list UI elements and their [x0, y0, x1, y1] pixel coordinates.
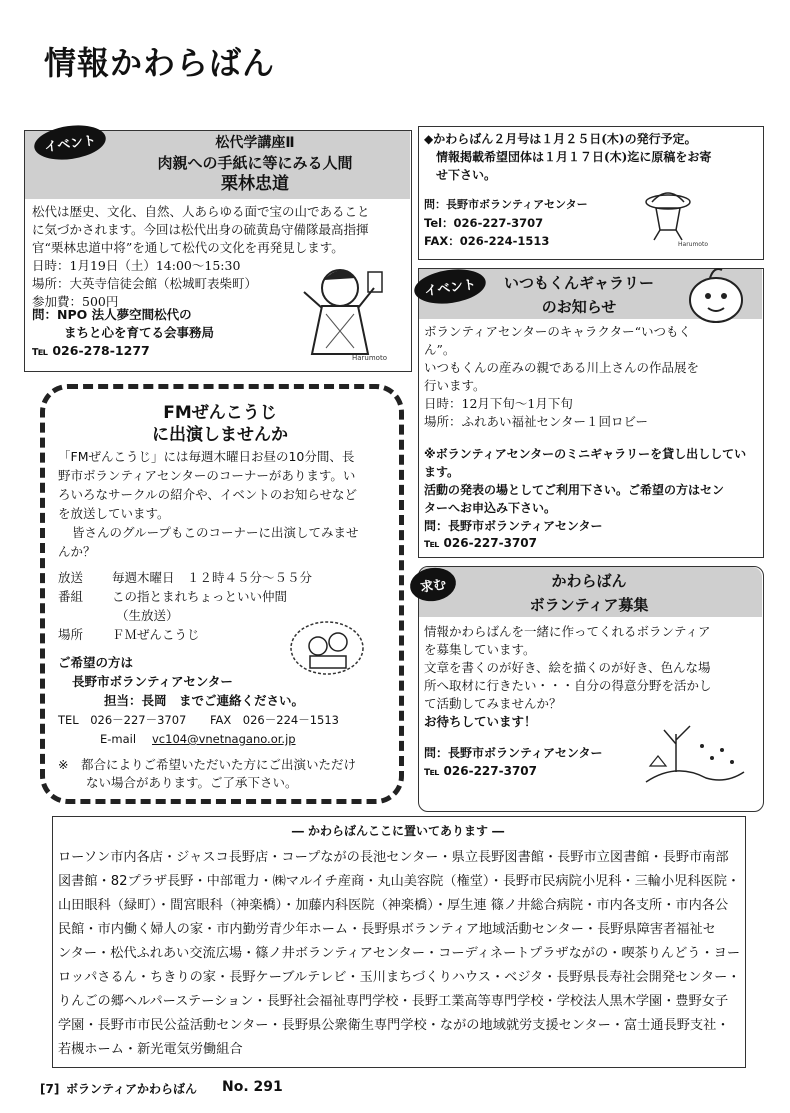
event-tel: ℡ 026-278-1277 — [32, 343, 150, 358]
fm-row-value: （生放送） — [116, 608, 179, 623]
footer-page-number: [7] — [40, 1082, 60, 1096]
gallery-contact: 問：長野市ボランティアセンター — [424, 519, 603, 533]
event-date: 日時：1月19日（土）14:00～15:30 — [32, 258, 241, 273]
recruit-heading-line1: かわらばん — [551, 572, 627, 590]
locations-line: 学園・長野市市民公益活動センター・長野県公衆衛生専門学校・ながの地域就労支援センター・富士通長野支社・ — [58, 1018, 730, 1033]
recruit-contact: 問：長野市ボランティアセンター — [424, 746, 603, 760]
recruit-tel: ℡ 026-227-3707 — [424, 764, 538, 778]
event-body-line: 官“栗林忠道中将”を通して松代の文化を再発見します。 — [32, 240, 344, 255]
fm-footnote: ※ 都合によりご希望いただいた方にご出演いただけ — [58, 757, 356, 772]
recruit-body-line: 所へ取材に行きたい・・・自分の得意分野を活かし — [424, 678, 712, 693]
notice-line: ◆かわらばん２月号は１月２５日(木)の発行予定。 — [424, 132, 697, 146]
fm-body-line: ろいろなサークルの紹介や、イベントのお知らせなど — [58, 487, 358, 502]
fm-apply-line: 長野市ボランティアセンター — [72, 674, 233, 689]
fm-footnote: ない場合があります。ご了承下さい。 — [86, 775, 298, 790]
fm-row-value: この指とまれちょっといい仲間 — [112, 589, 288, 604]
locations-line: 民館・市内働く婦人の家・市内勤労青少年ホーム・長野県ボランティア地域活動センター・長野県障害者福祉セ — [58, 922, 716, 937]
event-heading-line1: 松代学講座Ⅱ — [215, 135, 295, 151]
gallery-date: 日時：12月下旬～1月下旬 — [424, 396, 573, 411]
notice-line: せ下さい。 — [436, 168, 497, 182]
radio-people-illustration — [288, 610, 366, 676]
fm-row-value: ＦＭぜんこうじ — [112, 627, 200, 642]
fm-row-value: 毎週木曜日 １２時４５分～５５分 — [112, 570, 313, 585]
gallery-place: 場所：ふれあい福祉センター１回ロビー — [424, 414, 649, 429]
notice-line: 情報掲載希望団体は１月１７日(木)迄に原稿をお寄 — [436, 150, 712, 164]
gallery-body-line: いつもくんの産みの親である川上さんの作品展を — [424, 360, 700, 375]
gallery-body-line: ボランティアセンターのキャラクター“いつもく — [424, 324, 692, 339]
fm-apply-line: 担当：長岡 までご連絡ください。 — [104, 693, 305, 708]
gallery-tel: ℡ 026-227-3707 — [424, 536, 538, 550]
locations-line: 図書館・82プラザ長野・中部電力・㈱マルイチ産商・丸山美容院（権堂）・長野市民病院小児科・三輪小児科医院・ — [58, 874, 741, 889]
footer-issue: No. 291 — [222, 1079, 283, 1095]
recruit-body-line: て活動してみませんか？ — [424, 696, 562, 711]
fm-row-label: 番組 — [58, 589, 84, 604]
fm-fax: FAX 026－224－1513 — [210, 713, 339, 727]
svg-text:Harumoto: Harumoto — [352, 354, 387, 362]
fm-row-label: 放送 — [58, 570, 84, 585]
fm-apply-line: ご希望の方は — [58, 655, 134, 670]
locations-line: ロッパさるん・ちきりの家・長野ケーブルテレビ・玉川まちづくりハウス・ベジタ・長野県長寿社会開発センター・ — [58, 970, 741, 985]
svg-text:Harumoto: Harumoto — [678, 241, 708, 248]
fm-body-line: を放送しています。 — [58, 506, 170, 521]
gallery-note: ※ボランティアセンターのミニギャラリーを貸し出ししてい — [424, 447, 747, 461]
fm-row-label: 場所 — [58, 627, 84, 642]
fm-tel: TEL 026－227－3707 — [58, 713, 187, 727]
tree-scene-illustration — [636, 722, 748, 786]
kimono-person-illustration — [296, 258, 392, 362]
fm-email-link[interactable]: vc104@vnetnagano.or.jp — [152, 732, 296, 746]
event-heading-line3: 栗林忠道 — [221, 174, 289, 194]
fm-body-line: 皆さんのグループもこのコーナーに出演してみませ — [72, 525, 359, 540]
itsumo-kun-illustration — [680, 264, 752, 328]
notice-contact: 問：長野市ボランティアセンター — [424, 198, 588, 211]
locations-line: 山田眼科（緑町）・間宮眼科（神楽橋）・加藤内科医院（神楽橋）・厚生連 篠ノ井総合病院・市内各支所・市内各公 — [58, 898, 729, 913]
fm-body-line: んか？ — [58, 544, 96, 559]
locations-line: りんごの郷ヘルパーステーション・長野社会福祉専門学校・長野工業高等専門学校・学校法人黒木学園・豊野女子 — [58, 994, 729, 1009]
event-contact-org: まちと心を育てる会事務局 — [64, 325, 215, 340]
notice-fax: FAX：026-224-1513 — [424, 234, 550, 248]
event-place: 場所：大英寺信徒会館（松城町表柴町） — [32, 276, 258, 291]
fm-body-line: 野市ボランティアセンターのコーナーがあります。い — [58, 468, 356, 483]
locations-line: ンター・松代ふれあい交流広場・篠ノ井ボランティアセンター・コーディネートプラザながの・喫茶りんどう・ヨー — [58, 946, 741, 961]
event-body-line: に気づかされます。今回は松代出身の硫黄島守備隊最高指揮 — [32, 222, 369, 237]
recruit-heading-line2: ボランティア募集 — [529, 596, 649, 614]
recruit-body-line: 情報かわらばんを一緒に作ってくれるボランティア — [424, 624, 711, 639]
event-tag: イベント — [32, 121, 108, 164]
locations-list — [58, 846, 741, 1062]
hat-character-illustration — [638, 188, 710, 248]
gallery-note: ます。 — [424, 465, 460, 479]
event-fee: 参加費：500円 — [32, 294, 119, 309]
gallery-note: 活動の発表の場としてご利用下さい。ご希望の方はセン — [424, 483, 725, 497]
locations-line: 若槻ホーム・新光電気労働組合 — [58, 1042, 243, 1057]
locations-heading: ― かわらばんここに置いてあります ― — [291, 824, 505, 838]
event-body-line: 松代は歴史、文化、自然、人あらゆる面で宝の山であること — [32, 204, 370, 219]
fm-heading-line1: FMぜんこうじ — [163, 403, 277, 423]
gallery-heading-line2: のお知らせ — [541, 298, 617, 316]
fm-body-line: 「FMぜんこうじ」には毎週木曜日お昼の10分間、長 — [58, 449, 355, 464]
event-contact: 問：NPO 法人夢空間松代の — [32, 307, 192, 322]
recruit-body-line: を募集しています。 — [424, 642, 536, 657]
fm-email-label: E-mail — [100, 732, 137, 746]
recruit-closing: お待ちしています！ — [424, 714, 537, 729]
gallery-heading-line1: いつもくんギャラリー — [503, 274, 654, 292]
gallery-body-line: 行います。 — [424, 378, 486, 393]
recruit-body-line: 文章を書くのが好き、絵を描くのが好き、色んな場 — [424, 660, 711, 675]
notice-tel: Tel：026-227-3707 — [424, 216, 544, 230]
gallery-body-line: ん”。 — [424, 342, 456, 357]
locations-line: ローソン市内各店・ジャスコ長野店・コープながの長池センター・県立長野図書館・長野市立図書館・長野市南部 — [58, 850, 729, 865]
recruit-tag: 求む — [408, 565, 458, 604]
gallery-note: ターへお申込み下さい。 — [424, 501, 557, 515]
event-heading-line2: 肉親への手紙に等にみる人間 — [157, 154, 353, 172]
footer-publication: ボランティアかわらばん — [66, 1082, 198, 1096]
fm-heading-line2: に出演しませんか — [152, 425, 288, 445]
page-title: 情報かわらばん — [44, 44, 276, 82]
event-gallery-tag: イベント — [412, 265, 488, 308]
